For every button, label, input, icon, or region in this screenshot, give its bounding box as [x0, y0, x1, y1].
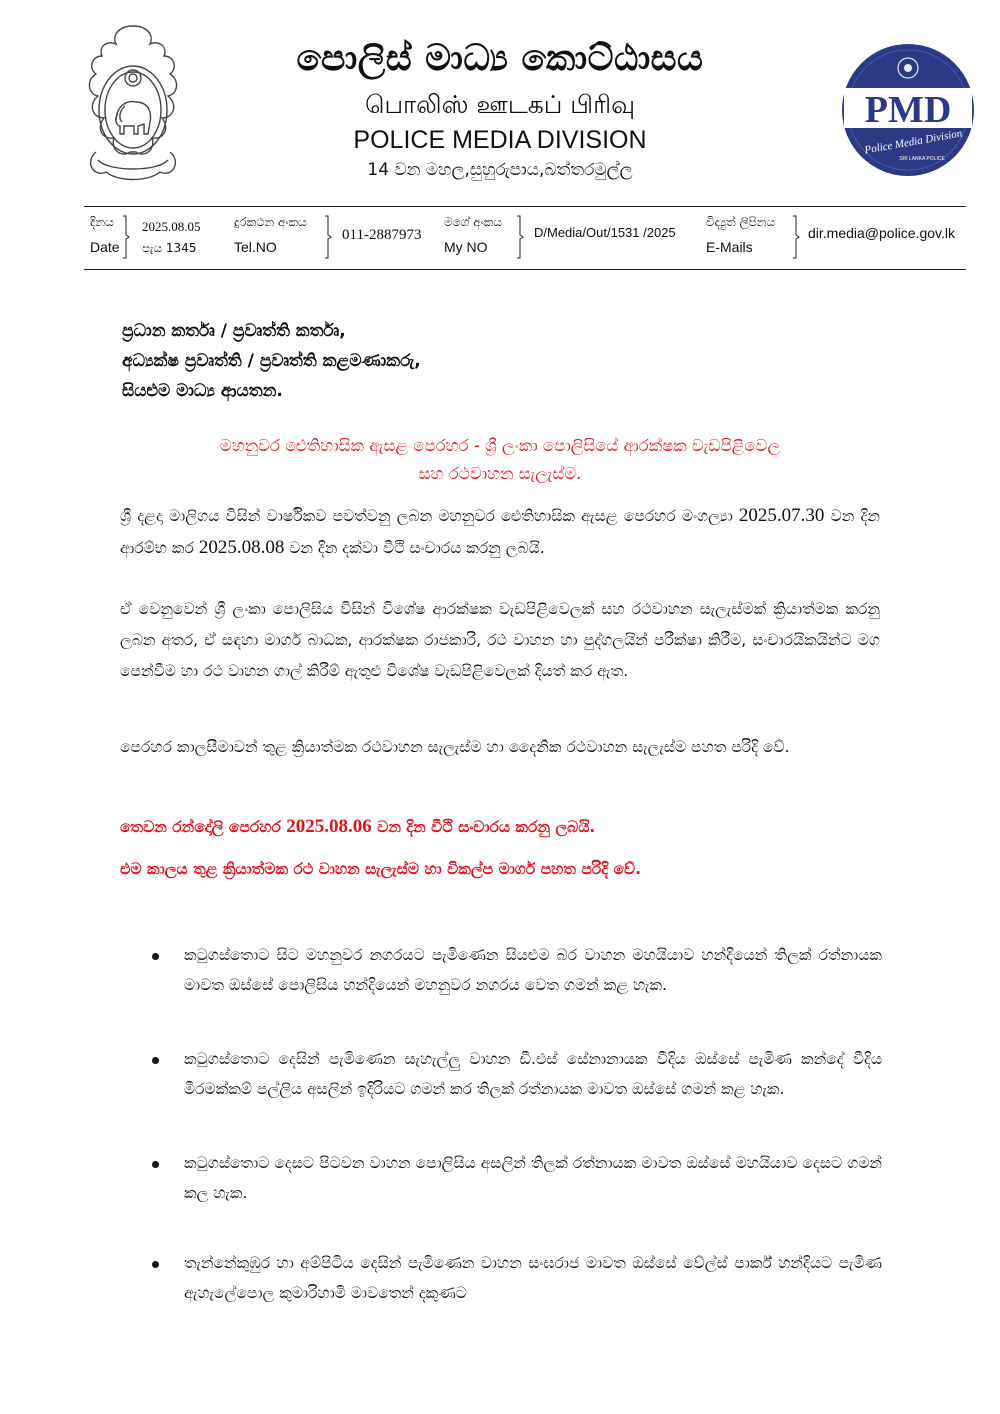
date-label-si: දිනය — [90, 215, 114, 229]
pmd-logo — [840, 42, 976, 178]
addressee-line: අධ්‍යක්ෂ ප්‍රවෘත්ති / ප්‍රවෘත්ති කළමණාකරු, — [122, 351, 421, 371]
paragraph-3: පෙරහර කාලසීමාවන් තුළ ක්‍රියාත්මක රථවාහන සැලැස්ම හා දෛනික රථවාහන සැලැස්ම පහත පරිදි වේ. — [120, 738, 790, 756]
list-item-text: තැන්නේකුඹුර හා අම්පිටිය දෙසින් පැමිණෙන වාහන සංඝරාජ මාවත ඔස්සේ වේල්ස් පාර්ක් හන්දියට පැමිණ ඇහැලේපොල කුමාරිහාමි මාවතෙන් දකුණට — [184, 1254, 882, 1302]
date-value: 2025.08.05 — [142, 219, 201, 234]
paragraph-text: වන දින ආරම්භ කර — [120, 507, 880, 557]
addressee-line: ප්‍රධාන කර්තෘ / ප්‍රවෘත්ති කර්තෘ, — [122, 321, 346, 341]
tel-label-en: Tel.NO — [234, 239, 277, 255]
red-note-text: වන දින වීථි සංචාරය කරනු ලබයි. — [377, 818, 596, 836]
title-tamil: பொலிஸ் ஊடகப் பிரிவு — [364, 90, 636, 119]
bullet-icon — [152, 953, 159, 960]
brace-icon — [516, 215, 524, 259]
addressee-line: සියළුම මාධ්‍ය ආයතන. — [122, 381, 283, 401]
red-note-text: තෙවන රන්දෝලි පෙරහර — [120, 818, 281, 836]
red-note-2: එම කාලය තුළ ක්‍රියාත්මක රථ වාහන සැලැස්ම හා විකල්ප මාර්ග පහත පරිදි වේ. — [120, 860, 642, 878]
tel-value: 011-2887973 — [342, 227, 422, 243]
date-label-en: Date — [90, 239, 120, 255]
brace-icon — [324, 215, 332, 259]
paragraph-date: 2025.07.30 — [738, 505, 825, 526]
brace-icon — [122, 215, 130, 259]
paragraph-text: ශ්‍රී දළදා මාලිගය විසින් වාර්ෂිකව පවත්වනු ලබන මහනුවර ඓතිහාසික ඇසළ පෙරහර මංගල්‍යා — [120, 507, 733, 525]
list-item-text: කටුගස්තොට දෙසට පිටවන වාහන පොලිසිය අසලින් තිලක් රත්නායක මාවත ඔස්සේ මහයියාව දෙසට ගමන් කල හැක. — [184, 1154, 882, 1202]
list-item — [150, 1248, 882, 1308]
office-address: 14 වන මහල,සුහුරුපාය,බත්තරමුල්ල — [367, 160, 633, 180]
title-sinhala: පොලිස් මාධ්‍ය කොට්ඨාසය — [296, 38, 704, 79]
traffic-route-list — [150, 940, 882, 1308]
paragraph-text: වන දින දක්වා වීථි සංචාරය කරනු ලබයි. — [289, 539, 545, 557]
paragraph-2: ඒ වෙනුවෙන් ශ්‍රී ලංකා පොලිසිය විසින් විශේෂ ආරක්ෂක වැඩපිළිවෙලක් සහ රථවාහන සැලැස්මක් ක්‍රියාත්මක කරනු ලබන අතර, ඒ සඳහා මාර්ග බාධක, ආරක්ෂක රාජකාරි, රථ වාහන හා පුද්ගලයින් පරීක්ෂා කිරීම, සංචාරයිකයින්ට මග පෙන්වීම හා රථ වාහන ගාල් කිරීම් ඇතුළු විශේෂ වැඩපිළිවෙලක් දියත් කර ඇත. — [120, 600, 880, 680]
pmd-logo-subtext: Police Media Division — [863, 127, 964, 157]
time-value: පැය 1345 — [142, 241, 197, 255]
email-label-si: විද්‍යුත් ලිපිනය — [706, 215, 776, 229]
red-note-1 — [120, 816, 880, 838]
email-label-en: E-Mails — [706, 239, 753, 255]
myno-label-si: මගේ අංකය — [444, 215, 503, 229]
list-item-text: කටුගස්තොට දෙසින් පැමිණෙන සැහැල්ලු වාහන ඩී.එස් සේනානායක වීදිය ඔස්සේ පැමිණ කන්දේ වීදිය මීරමක්කම් පල්ලිය අසලින් ඉදිරියට ගමන් කර තිලක් රත්නායක මාවත ඔස්සේ ගමන් කළ හැක. — [184, 1050, 882, 1098]
press-release-heading — [120, 432, 880, 488]
addressee-block — [122, 316, 822, 406]
pmd-logo-text: PMD — [864, 89, 952, 131]
pmd-logo-country: SRI LANKA POLICE — [899, 156, 945, 162]
myno-value: D/Media/Out/1531 /2025 — [534, 225, 676, 240]
heading-line: සහ රථවාහන සැලැස්ම. — [418, 464, 582, 483]
bullet-icon — [152, 1161, 159, 1168]
list-item-text: කටුගස්තොට සිට මහනුවර නගරයට පැමිණෙන සියළුම බර වාහන මහයියාව හන්දියෙන් තිලක් රත්නායක මාවත ඔස්සේ පොලිසිය හන්දියෙන් මහනුවර නගරය වෙත ගමන් කළ හැක. — [184, 946, 882, 994]
tel-label-si: දුරකථන අංකය — [234, 215, 307, 229]
myno-label-en: My NO — [444, 239, 488, 255]
brace-icon — [792, 215, 800, 259]
list-item — [150, 1148, 882, 1208]
bullet-icon — [152, 1057, 159, 1064]
list-item — [150, 1044, 882, 1104]
paragraph-date: 2025.08.08 — [198, 537, 285, 558]
reference-strip — [84, 206, 966, 270]
email-value: dir.media@police.gov.lk — [808, 225, 956, 241]
police-crest-logo — [78, 22, 188, 192]
bullet-icon — [152, 1261, 159, 1268]
heading-line: මහනුවර ඓතිහාසික ඇසළ පෙරහර - ශ්‍රී ලංකා පොලිසියේ ආරක්ෂක වැඩපිළිවෙල — [219, 436, 781, 455]
title-english: POLICE MEDIA DIVISION — [353, 126, 647, 154]
paragraph-1 — [120, 500, 880, 564]
list-item — [150, 940, 882, 1000]
red-note-date: 2025.08.06 — [286, 816, 372, 837]
